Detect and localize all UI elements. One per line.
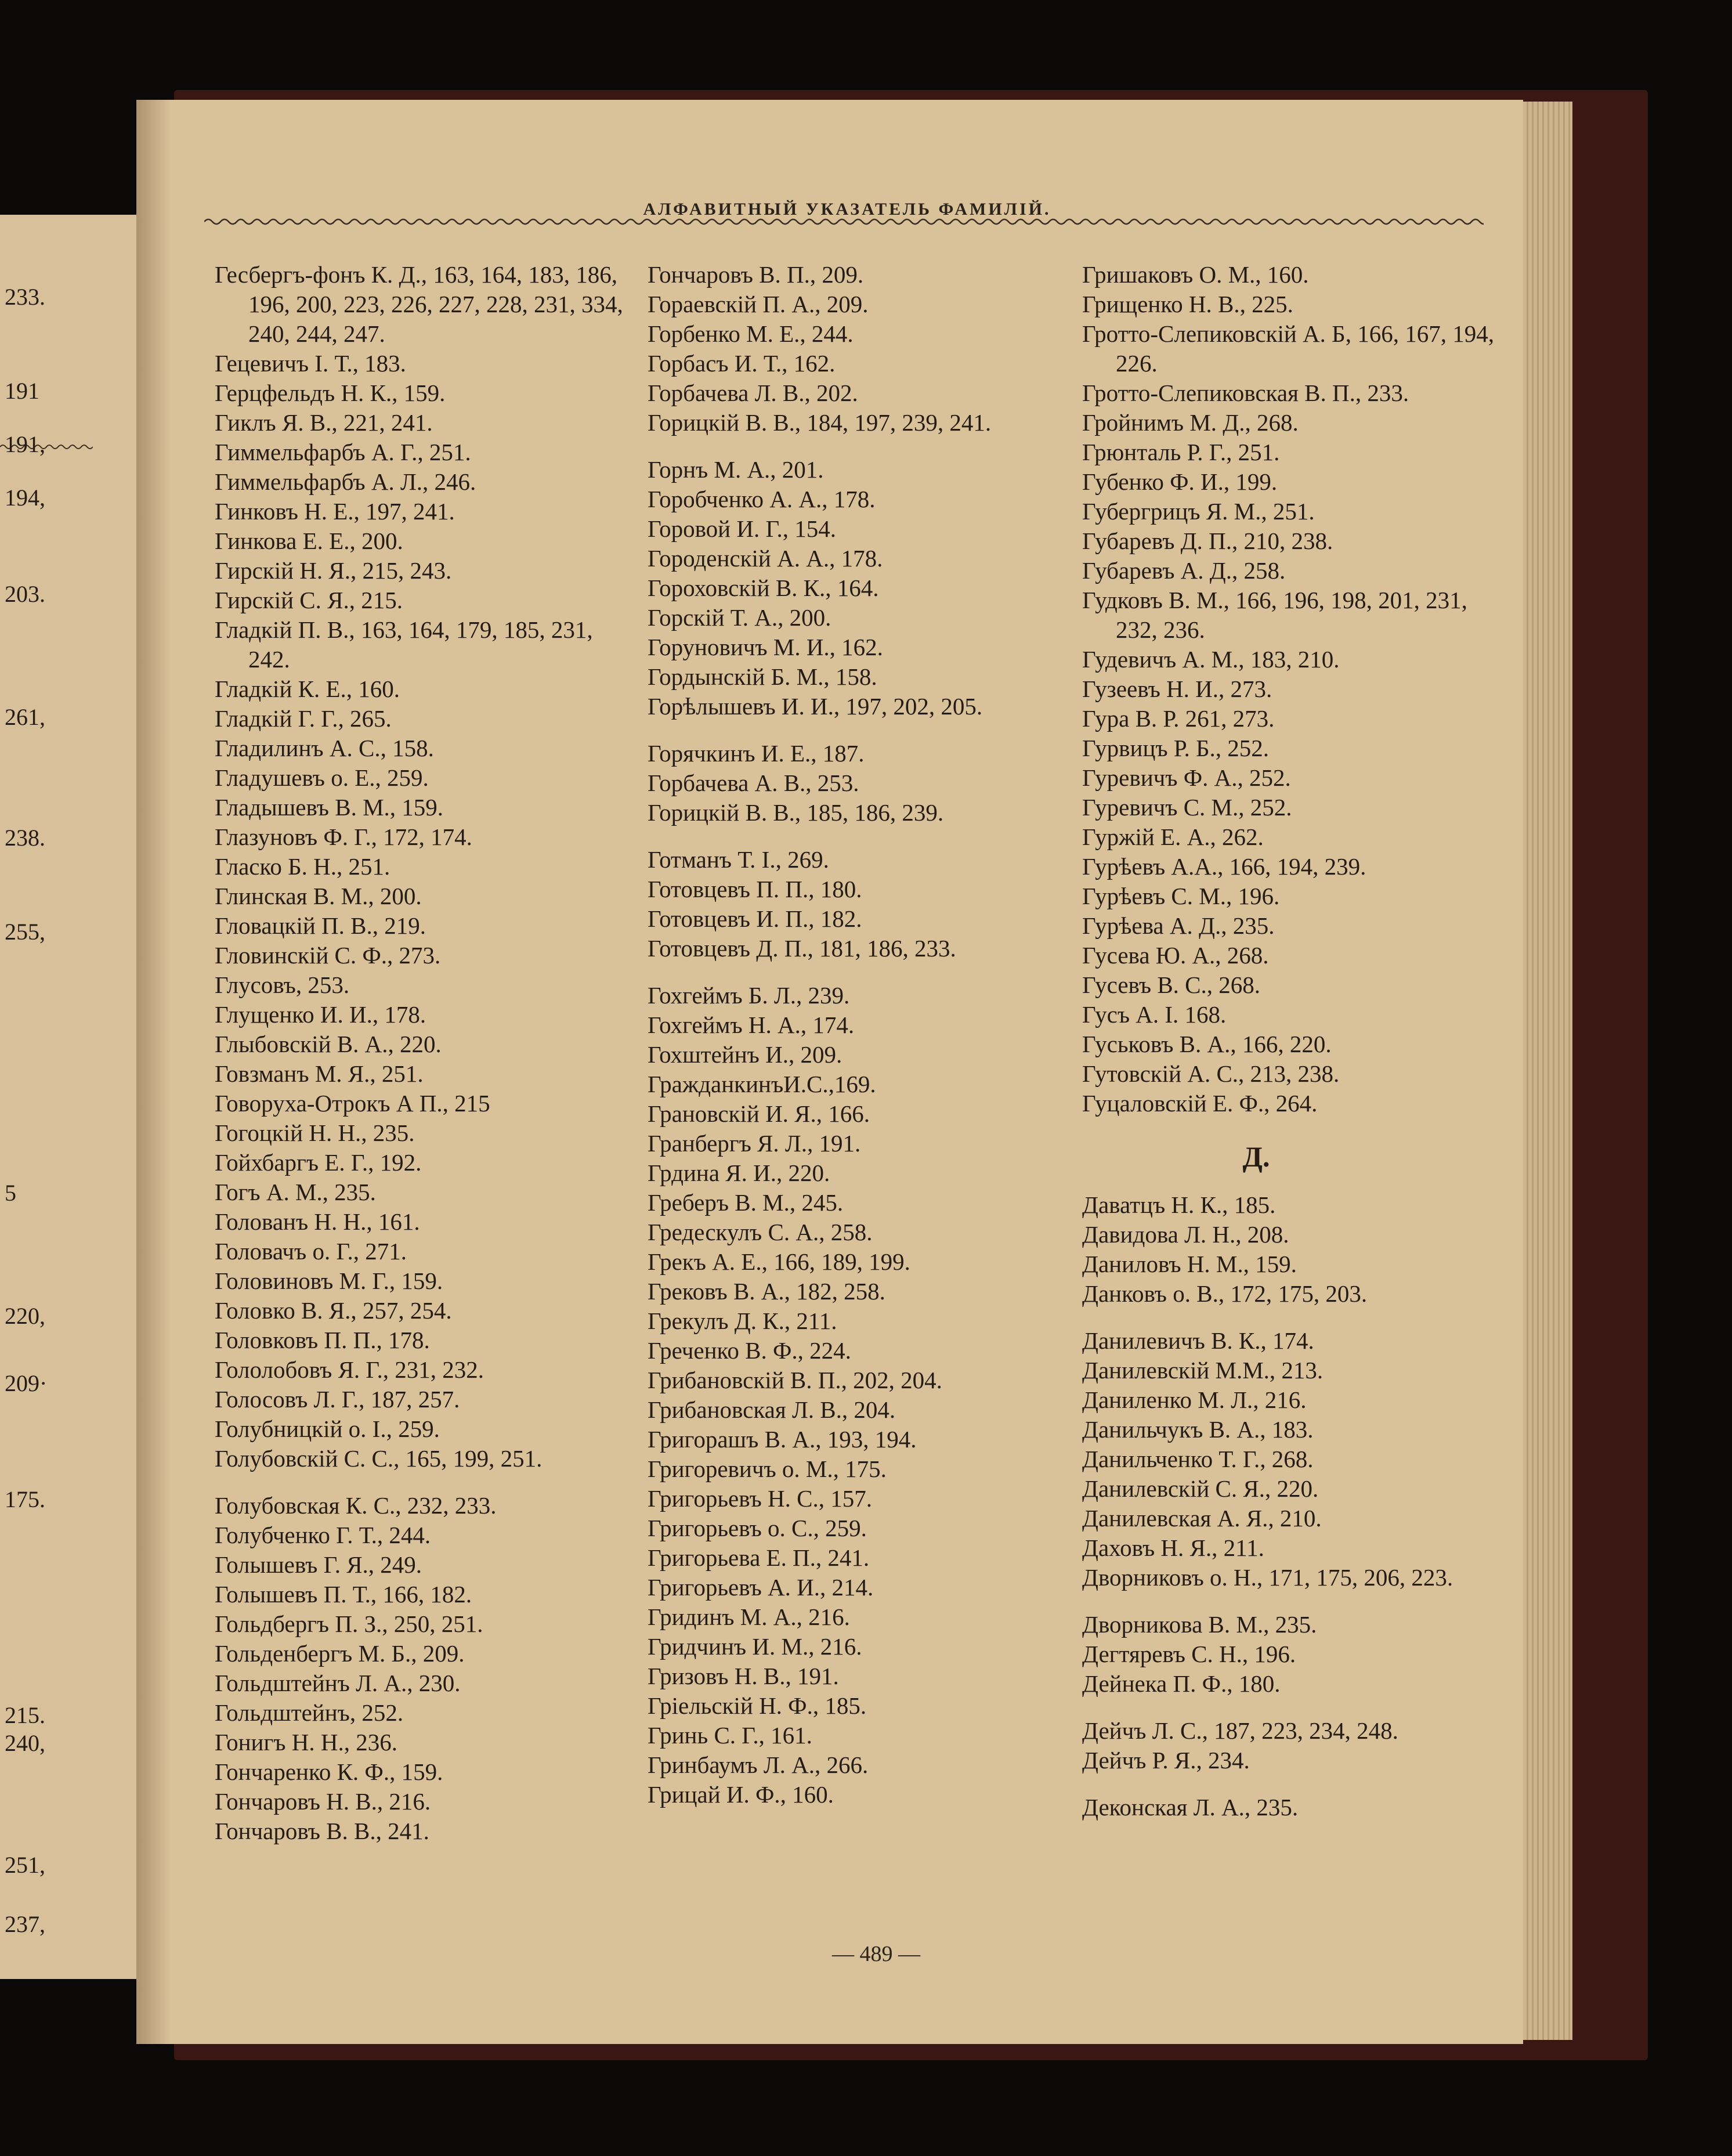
index-entry: Григорьевъ о. С., 259. [648,1515,867,1541]
index-entry: Гредескулъ С. А., 258. [648,1219,873,1245]
index-entry: Губенко Ф. И., 199. [1082,468,1278,495]
index-entry: Гласко Б. Н., 251. [215,853,390,880]
index-entry: Грибановскій В. П., 202, 204. [648,1367,942,1393]
index-entry: Гройнимъ М. Д., 268. [1082,409,1299,436]
index-entry: Гридчинъ И. М., 216. [648,1633,862,1660]
index-entry: Григорьевъ Н. С., 157. [648,1485,872,1512]
index-entry: Данильчукъ В. А., 183. [1082,1416,1314,1443]
index-entry: Гиммельфарбъ А. Г., 251. [215,439,471,465]
index-entry: Данилевскій С. Я., 220. [1082,1475,1319,1502]
left-page-number: 238. [5,825,45,851]
index-entry: Голубницкій о. І., 259. [215,1415,440,1442]
index-entry: Горскій Т. А., 200. [648,604,831,631]
index-entry: Горицкій В. В., 185, 186, 239. [648,799,944,826]
index-entry: Гуржій Е. А., 262. [1082,824,1264,850]
index-entry: Гутовскій А. С., 213, 238. [1082,1060,1340,1087]
index-entry: Гурѣевъ А.А., 166, 194, 239. [1082,853,1366,880]
index-entry: Глусовъ, 253. [215,972,350,998]
index-column-3 [1082,260,1500,1822]
index-entry: Гризовъ Н. В., 191. [648,1663,839,1689]
index-entry: Дворниковъ о. Н., 171, 175, 206, 223. [1082,1564,1453,1591]
index-entry: Григорьевъ А. И., 214. [648,1574,874,1601]
index-entry: Гохштейнъ И., 209. [648,1041,843,1068]
index-entry: Губаревъ Д. П., 210, 238. [1082,528,1333,554]
index-entry: Гурвицъ Р. Б., 252. [1082,735,1270,761]
left-page-number: 191 [5,378,39,404]
index-entry: Герцфельдъ Н. К., 159. [215,380,446,406]
left-page-number: 5 [5,1180,16,1206]
index-entry: Деконская Л. А., 235. [1082,1794,1299,1821]
left-page-number: 209· [5,1370,48,1396]
left-page-number: 194, [5,485,45,511]
index-entry: Дейчъ Л. С., 187, 223, 234, 248. [1082,1717,1398,1744]
index-entry: Гусевъ В. С., 268. [1082,972,1261,998]
index-entry: Голубовская К. С., 232, 233. [215,1492,497,1519]
running-header: АЛФАВИТНЫЙ УКАЗАТЕЛЬ ФАМИЛІЙ. [643,200,1051,219]
index-entry: Глыбовскій В. А., 220. [215,1031,442,1057]
index-entry: Гогоцкій Н. Н., 235. [215,1119,415,1146]
index-entry: Григорашъ В. А., 193, 194. [648,1426,917,1453]
index-entry: Головко В. Я., 257, 254. [215,1297,452,1324]
index-entry: Гладышевъ В. М., 159. [215,794,444,821]
index-entry: Гинковъ Н. Е., 197, 241. [215,498,455,525]
index-entry: Даниленко М. Л., 216. [1082,1386,1307,1413]
left-page-number: 261, [5,704,45,730]
index-entry: Гладилинъ А. С., 158. [215,735,434,761]
index-entry: Горицкій В. В., 184, 197, 239, 241. [648,409,992,436]
index-entry: Гуцаловскій Е. Ф., 264. [1082,1090,1318,1117]
index-column-2 [648,260,1065,1810]
index-entry: Гордынскій Б. М., 158. [648,663,877,690]
index-entry: Гохгеймъ Б. Л., 239. [648,982,850,1009]
index-entry: Голубченко Г. Т., 244. [215,1522,431,1548]
index-entry: Даватцъ Н. К., 185. [1082,1191,1276,1218]
index-entry: Гонигъ Н. Н., 236. [215,1729,397,1756]
index-entry: Гиклъ Я. В., 221, 241. [215,409,433,436]
index-entry: Гольдбергъ П. З., 250, 251. [215,1610,483,1637]
index-entry: Гришаковъ О. М., 160. [1082,261,1309,288]
index-entry: Готманъ Т. І., 269. [648,846,829,873]
header-ornament-rule [204,215,1484,229]
index-entry: Гольдштейнъ, 252. [215,1699,404,1726]
index-entry: Гріельскій Н. Ф., 185. [648,1692,867,1719]
index-entry: Грановскій И. Я., 166. [648,1100,870,1127]
index-entry: Гладкій Г. Г., 265. [215,705,392,732]
index-entry: Головковъ П. П., 178. [215,1327,430,1353]
page-number: — 489 — [832,1942,920,1966]
index-entry: Гончаровъ В. П., 209. [648,261,864,288]
index-entry: Глущенко И. И., 178. [215,1001,426,1028]
index-entry: Гусева Ю. А., 268. [1082,942,1269,969]
index-entry: Греберъ В. М., 245. [648,1189,844,1216]
index-entry: Голышевъ Г. Я., 249. [215,1551,422,1578]
left-page-number: 191, [5,431,45,457]
left-page-number: 203. [5,581,45,607]
index-entry: Гороховскій В. К., 164. [648,575,879,601]
index-entry: Гротто-Слепиковская В. П., 233. [1082,380,1409,406]
index-entry: Горбенко М. Е., 244. [648,320,854,347]
index-entry: Гончаровъ В. В., 241. [215,1818,429,1844]
gutter-shadow [136,100,171,2044]
index-entry: Даниловъ Н. М., 159. [1082,1251,1297,1277]
left-page-number: 255, [5,919,45,945]
index-entry: Данилевичъ В. К., 174. [1082,1327,1314,1354]
index-entry: Гринбаумъ Л. А., 266. [648,1751,869,1778]
left-page-number: 240, [5,1730,45,1756]
index-entry: Гловинскій С. Ф., 273. [215,942,441,969]
index-entry: Гуревичъ С. М., 252. [1082,794,1292,821]
index-entry: Готовцевъ И. П., 182. [648,905,862,932]
index-entry: Готовцевъ П. П., 180. [648,876,862,902]
left-page-number: 220, [5,1303,45,1329]
index-entry: Данилевская А. Я., 210. [1082,1505,1322,1532]
index-entry: Гирскій Н. Я., 215, 243. [215,557,452,584]
index-entry: Грекулъ Д. К., 211. [648,1308,837,1334]
index-entry: Гротто-Слепиковскій А. Б, 166, 167, 194, 226. [1082,320,1494,377]
index-entry: Голубовскій С. С., 165, 199, 251. [215,1445,543,1472]
index-entry: Гладкій П. В., 163, 164, 179, 185, 231, 242. [215,616,593,673]
index-entry: Гудевичъ А. М., 183, 210. [1082,646,1340,673]
index-entry: Грековъ В. А., 182, 258. [648,1278,885,1305]
index-entry: Гохгеймъ Н. А., 174. [648,1012,855,1038]
index-entry: Гинкова Е. Е., 200. [215,528,403,554]
index-entry: Данилевскій М.М., 213. [1082,1357,1324,1384]
index-entry: Гуськовъ В. А., 166, 220. [1082,1031,1332,1057]
index-entry: Гудковъ В. М., 166, 196, 198, 201, 231, 232, 236. [1082,587,1467,643]
index-entry: Городенскій А. А., 178. [648,545,883,572]
index-entry: Гузеевъ Н. И., 273. [1082,676,1272,702]
index-entry: Гладушевъ о. Е., 259. [215,764,429,791]
index-entry: Головиновъ М. Г., 159. [215,1267,443,1294]
index-entry: Грицай И. Ф., 160. [648,1781,834,1808]
index-entry: ГражданкинъИ.С.,169. [648,1071,876,1097]
index-entry: Гирскій С. Я., 215. [215,587,403,613]
index-entry: Гольденбергъ М. Б., 209. [215,1640,465,1667]
index-entry: Горячкинъ И. Е., 187. [648,740,865,767]
left-page-number: 175. [5,1486,45,1512]
index-entry: Гольдштейнъ Л. А., 230. [215,1670,461,1696]
index-entry: Гончаренко К. Ф., 159. [215,1758,443,1785]
index-entry: Глинская В. М., 200. [215,883,422,909]
left-page-number: 215. [5,1702,45,1728]
index-entry: Горѣлышевъ И. И., 197, 202, 205. [648,693,983,720]
index-entry: Грюнталь Р. Г., 251. [1082,439,1280,465]
index-entry: Говзманъ М. Я., 251. [215,1060,424,1087]
index-entry: Горовой И. Г., 154. [648,515,837,542]
index-entry: Гогъ А. М., 235. [215,1179,376,1205]
index-entry: Данильченко Т. Г., 268. [1082,1446,1314,1472]
index-entry: Гранбергъ Я. Л., 191. [648,1130,861,1157]
index-entry: Дейнека П. Ф., 180. [1082,1670,1281,1697]
index-column-1 [215,260,632,1846]
index-entry: Готовцевъ Д. П., 181, 186, 233. [648,935,956,962]
index-entry: Гурѣевъ С. М., 196. [1082,883,1280,909]
index-entry: Голосовъ Л. Г., 187, 257. [215,1386,460,1413]
index-entry: Горбачева А. В., 253. [648,770,859,796]
index-entry: Гуревичъ Ф. А., 252. [1082,764,1291,791]
index-entry: Губаревъ А. Д., 258. [1082,557,1286,584]
index-entry: Гловацкій П. В., 219. [215,912,426,939]
index-entry: Горбачева Л. В., 202. [648,380,858,406]
index-entry: Говоруха-Отрокъ А П., 215 [215,1090,490,1117]
index-entry: Горнъ М. А., 201. [648,456,824,483]
index-entry: Горбасъ И. Т., 162. [648,350,836,377]
index-entry: Головачъ о. Г., 271. [215,1238,407,1265]
index-entry: Губергрицъ Я. М., 251. [1082,498,1315,525]
index-entry: Грищенко Н. В., 225. [1082,291,1293,317]
index-entry: Голышевъ П. Т., 166, 182. [215,1581,472,1608]
index-entry: Григоревичъ о. М., 175. [648,1456,887,1482]
index-entry: Даховъ Н. Я., 211. [1082,1534,1264,1561]
index-entry: Гесбергъ-фонъ К. Д., 163, 164, 183, 186, 196, 200, 223, 226, 227, 228, 231, 334, 240, 244, 247. [215,261,623,347]
index-entry: Гололобовъ Я. Г., 231, 232. [215,1356,484,1383]
index-entry: Гридинъ М. А., 216. [648,1604,850,1630]
index-entry: Гладкій К. Е., 160. [215,676,400,702]
index-entry: Данковъ о. В., 172, 175, 203. [1082,1280,1368,1307]
index-entry: Грибановская Л. В., 204. [648,1396,896,1423]
index-entry: Гецевичъ І. Т., 183. [215,350,406,377]
index-entry: Греченко В. Ф., 224. [648,1337,851,1364]
index-entry: Гурѣева А. Д., 235. [1082,912,1275,939]
index-entry: Гура В. Р. 261, 273. [1082,705,1275,732]
section-letter-heading: Д. [1242,1140,1270,1173]
index-entry: Голованъ Н. Н., 161. [215,1208,420,1235]
index-entry: Грдина Я. И., 220. [648,1160,830,1186]
index-entry: Грекъ А. Е., 166, 189, 199. [648,1248,910,1275]
index-entry: Дворникова В. М., 235. [1082,1611,1317,1638]
index-entry: Гусъ А. І. 168. [1082,1001,1227,1028]
index-entry: Дейчъ Р. Я., 234. [1082,1747,1250,1774]
index-entry: Гораевскій П. А., 209. [648,291,869,317]
index-entry: Горобченко А. А., 178. [648,486,876,512]
index-entry: Гончаровъ Н. В., 216. [215,1788,431,1815]
index-entry: Горуновичъ М. И., 162. [648,634,883,660]
index-entry: Гиммельфарбъ А. Л., 246. [215,468,476,495]
index-entry: Гринь С. Г., 161. [648,1722,812,1749]
left-page-number: 251, [5,1852,45,1878]
index-entry: Гойхбаргъ Е. Г., 192. [215,1149,422,1176]
index-entry: Глазуновъ Ф. Г., 172, 174. [215,824,472,850]
left-page-number: 237, [5,1911,45,1937]
index-entry: Дегтяревъ С. Н., 196. [1082,1641,1296,1667]
index-entry: Григорьева Е. П., 241. [648,1544,870,1571]
previous-page-edge [0,215,150,1979]
left-page-number: 233. [5,284,45,310]
index-entry: Давидова Л. Н., 208. [1082,1221,1289,1248]
